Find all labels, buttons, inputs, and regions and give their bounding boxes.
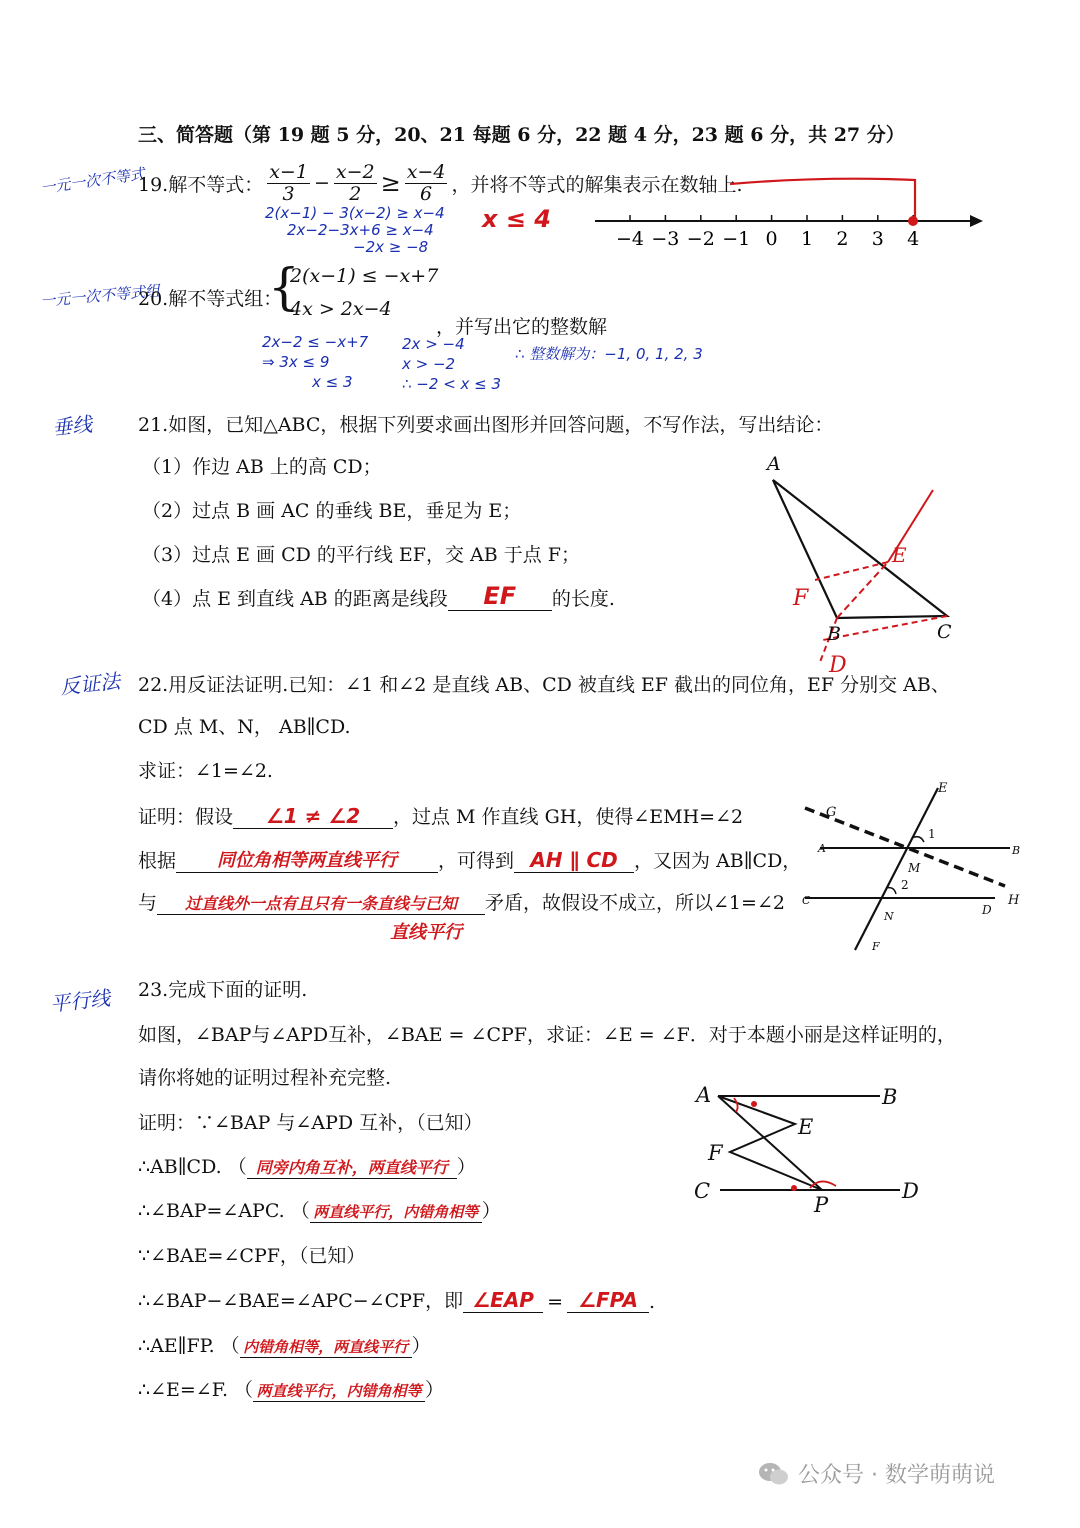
q22-p2-mid: ，可得到 <box>438 850 515 872</box>
q22-p3-answer: 过直线外一点有且只有一条直线与已知 <box>157 891 485 915</box>
q21-item: （1）作边 AB 上的高 CD； <box>142 456 382 478</box>
angle-dot-a <box>751 1101 757 1107</box>
q21-figure <box>755 450 985 685</box>
q22-p2-suffix: ，又因为 AB∥CD， <box>634 850 802 872</box>
label-n: N <box>884 910 894 923</box>
q23-proof-line: ∵∠BAE=∠CPF，（已知） <box>138 1245 366 1267</box>
q19-geq: ≥ <box>380 169 401 198</box>
q23-l6-suffix: ） <box>411 1335 431 1357</box>
q23-l5-answer-2: ∠FPA <box>567 1288 649 1313</box>
q22-p2-prefix: 根据 <box>138 850 177 872</box>
q23-l3-answer: 两直线平行，内错角相等 <box>310 1201 482 1223</box>
number-line-tick-label: 1 <box>800 228 814 250</box>
q21-stem: 21.如图，已知△ABC，根据下列要求画出图形并回答问题，不写作法，写出结论： <box>138 414 834 436</box>
q19-work <box>265 205 445 256</box>
q19-stem <box>138 162 743 205</box>
q23-l3-prefix: ∴∠BAP=∠APC. （ <box>138 1200 310 1222</box>
margin-note-q20: 一元一次不等式组 <box>39 281 161 311</box>
q22-stem-1: 22.用反证法证明.已知：∠1 和∠2 是直线 AB、CD 被直线 EF 截出的同位角，EF 分别交 AB、 <box>138 674 950 696</box>
q19-number-line <box>590 205 990 250</box>
q20-integer-solutions: ∴ 整数解为：−1, 0, 1, 2, 3 <box>515 345 703 363</box>
q23-l6-prefix: ∴AE∥FP. （ <box>138 1335 240 1357</box>
margin-note-q23: 平行线 <box>49 985 112 1017</box>
q21-item4 <box>142 582 615 611</box>
q20-work-line: 2x > −4 <box>402 335 465 353</box>
q23-l6-answer: 内错角相等，两直线平行 <box>240 1336 412 1358</box>
label-a: A <box>767 453 781 475</box>
label-h: H <box>1008 893 1020 908</box>
label-b: B <box>882 1085 898 1109</box>
label-e: E <box>798 1115 814 1139</box>
number-line-tick-label: −1 <box>722 228 751 250</box>
q23-figure <box>690 1080 930 1215</box>
q19-work-line: 2x−2−3x+6 ≥ x−4 <box>287 221 434 239</box>
q22-prove: 求证：∠1=∠2. <box>138 760 273 782</box>
q23-l5-suffix: . <box>649 1291 656 1313</box>
q23-proof-line <box>138 1286 655 1313</box>
label-e: E <box>892 543 907 567</box>
q23-proof-line: 证明：∵∠BAP 与∠APD 互补，（已知） <box>138 1112 483 1134</box>
label-c: C <box>802 894 811 907</box>
angle-1-arc <box>912 837 924 842</box>
q22-proof-line-1 <box>138 802 743 829</box>
label-c: C <box>694 1179 711 1203</box>
q19-frac3-den: 6 <box>420 182 433 205</box>
q23-proof-line <box>138 1375 444 1402</box>
margin-note-q22: 反证法 <box>59 668 122 700</box>
number-line-tick-label: −4 <box>615 228 645 250</box>
q23-proof-line <box>138 1152 476 1179</box>
q23-l2-answer: 同旁内角互补，两直线平行 <box>247 1155 457 1179</box>
label-p: P <box>814 1193 829 1215</box>
label-f: F <box>708 1141 723 1165</box>
segment-ap <box>718 1096 822 1190</box>
q22-p2-answer-2: AH ∥ CD <box>514 848 634 873</box>
watermark-text: 公众号 · 数学萌萌说 <box>798 1463 995 1488</box>
q21-item: （2）过点 B 画 AC 的垂线 BE，垂足为 E； <box>142 500 522 522</box>
number-line-tick-label: −2 <box>686 228 715 250</box>
margin-note-q19: 一元一次不等式 <box>39 164 146 198</box>
label-a: A <box>818 842 826 855</box>
q23-stem-3: 请你将她的证明过程补充完整. <box>138 1067 392 1089</box>
number-line-tick-label: −3 <box>651 228 680 250</box>
q22-proof-line-3 <box>138 888 785 915</box>
q21-item4-answer: EF <box>448 582 552 611</box>
label-d: D <box>902 1179 919 1203</box>
q21-item4-prefix: （4）点 E 到直线 AB 的距离是线段 <box>142 588 448 610</box>
q19-frac3 <box>405 162 448 205</box>
q22-p2-answer-1: 同位角相等两直线平行 <box>176 846 438 873</box>
q22-figure <box>800 780 1030 960</box>
q20-work-line: ⇒ 3x ≤ 9 <box>262 353 330 371</box>
q19-work-line: −2x ≥ −8 <box>353 238 429 256</box>
q23-proof-line <box>138 1196 501 1223</box>
q23-l7-prefix: ∴∠E=∠F. （ <box>138 1379 254 1401</box>
q19-frac1-den: 3 <box>282 182 295 205</box>
q22-p3-suffix: 矛盾，故假设不成立，所以∠1=∠2 <box>485 892 785 914</box>
q20-work-line: x ≤ 3 <box>312 373 353 391</box>
label-f: F <box>872 940 880 953</box>
q23-stem-1: 23.完成下面的证明. <box>138 979 308 1001</box>
number-line-tick-label: 4 <box>907 228 920 250</box>
q23-l2-suffix: ） <box>456 1156 476 1178</box>
perpendicular-be <box>837 562 888 618</box>
label-angle-1: 1 <box>928 827 936 841</box>
label-g: G <box>826 805 837 820</box>
q20-line2: 4x > 2x−4 <box>290 298 392 320</box>
margin-note-q21: 垂线 <box>51 411 94 441</box>
label-e: E <box>938 781 948 796</box>
q20-work-line: ∴ −2 < x ≤ 3 <box>402 375 502 393</box>
q19-work-line: 2(x−1) − 3(x−2) ≥ x−4 <box>265 204 445 222</box>
number-line-tick-label: 2 <box>836 228 849 250</box>
label-c: C <box>937 621 952 643</box>
q19-minus: − <box>313 172 330 195</box>
label-m: M <box>908 861 921 875</box>
q22-p1-answer: ∠1 ≠ ∠2 <box>233 804 393 829</box>
q22-stem-2: CD 点 M、N， AB∥CD. <box>138 716 351 738</box>
q20-suffix: ，并写出它的整数解 <box>436 316 608 338</box>
q23-l3-suffix: ） <box>481 1200 501 1222</box>
number-line-arrow-icon <box>970 215 983 227</box>
q19-frac1 <box>267 162 310 205</box>
q19-frac2-den: 2 <box>349 182 362 205</box>
q22-p1-suffix: ，过点 M 作直线 GH，使得∠EMH=∠2 <box>393 806 744 828</box>
q20-work-right <box>402 334 501 394</box>
wechat-icon <box>758 1460 790 1488</box>
number-line-tick-label: 0 <box>765 228 778 250</box>
q23-l7-suffix: ） <box>425 1379 445 1401</box>
q19-prefix: 19.解不等式： <box>138 173 264 196</box>
label-a: A <box>696 1083 712 1107</box>
label-d: D <box>982 903 992 917</box>
q19-frac2 <box>334 162 377 205</box>
q22-p3-prefix: 与 <box>138 892 158 914</box>
q22-proof-line-2 <box>138 846 801 873</box>
number-line-tick-label: 3 <box>871 228 884 250</box>
q19-frac3-num: x−4 <box>406 161 446 183</box>
watermark <box>758 1458 995 1489</box>
q22-p3-answer-cont: 直线平行 <box>390 922 462 943</box>
parallel-ef <box>815 562 888 580</box>
q23-l5-eq: = <box>547 1291 564 1313</box>
q23-l5-answer-1: ∠EAP <box>463 1288 543 1313</box>
q20-line1: 2(x−1) ≤ −x+7 <box>290 265 439 287</box>
q21-item: （3）过点 E 画 CD 的平行线 EF，交 AB 于点 F； <box>142 544 580 566</box>
q21-item4-suffix: 的长度. <box>551 588 615 610</box>
q19-answer: x ≤ 4 <box>482 205 551 233</box>
label-f: F <box>793 586 809 611</box>
q23-l2-prefix: ∴AB∥CD. （ <box>138 1156 247 1178</box>
altitude-cd <box>823 616 947 640</box>
q20-work-line: 2x−2 ≤ −x+7 <box>262 333 369 351</box>
q19-suffix: ，并将不等式的解集表示在数轴上. <box>451 173 743 196</box>
q20-brace: { <box>268 258 300 316</box>
q20-prefix: 20.解不等式组： <box>138 288 283 310</box>
q22-p1-prefix: 证明：假设 <box>138 806 234 828</box>
label-b: B <box>827 623 841 645</box>
section-title: 三、简答题（第 19 题 5 分，20、21 每题 6 分，22 题 4 分，23 题 6 分，共 27 分） <box>138 124 905 146</box>
label-angle-2: 2 <box>901 878 909 892</box>
q19-frac2-num: x−2 <box>335 161 375 183</box>
q20-work-line: x > −2 <box>402 355 456 373</box>
label-b: B <box>1012 844 1021 857</box>
line-ef <box>855 788 938 950</box>
q20-work-left <box>262 332 368 392</box>
q23-proof-line <box>138 1331 431 1358</box>
q23-l7-answer: 两直线平行，内错角相等 <box>253 1380 425 1402</box>
q19-frac1-num: x−1 <box>269 161 308 183</box>
angle-dot-p <box>791 1185 797 1191</box>
q23-stem-2: 如图，∠BAP与∠APD互补，∠BAE = ∠CPF，求证：∠E = ∠F．对于本题小丽是这样证明的， <box>138 1024 956 1046</box>
number-line-solution-point <box>908 216 918 226</box>
q23-l5-prefix: ∴∠BAP−∠BAE=∠APC−∠CPF，即 <box>138 1290 464 1312</box>
label-d: D <box>829 653 847 678</box>
